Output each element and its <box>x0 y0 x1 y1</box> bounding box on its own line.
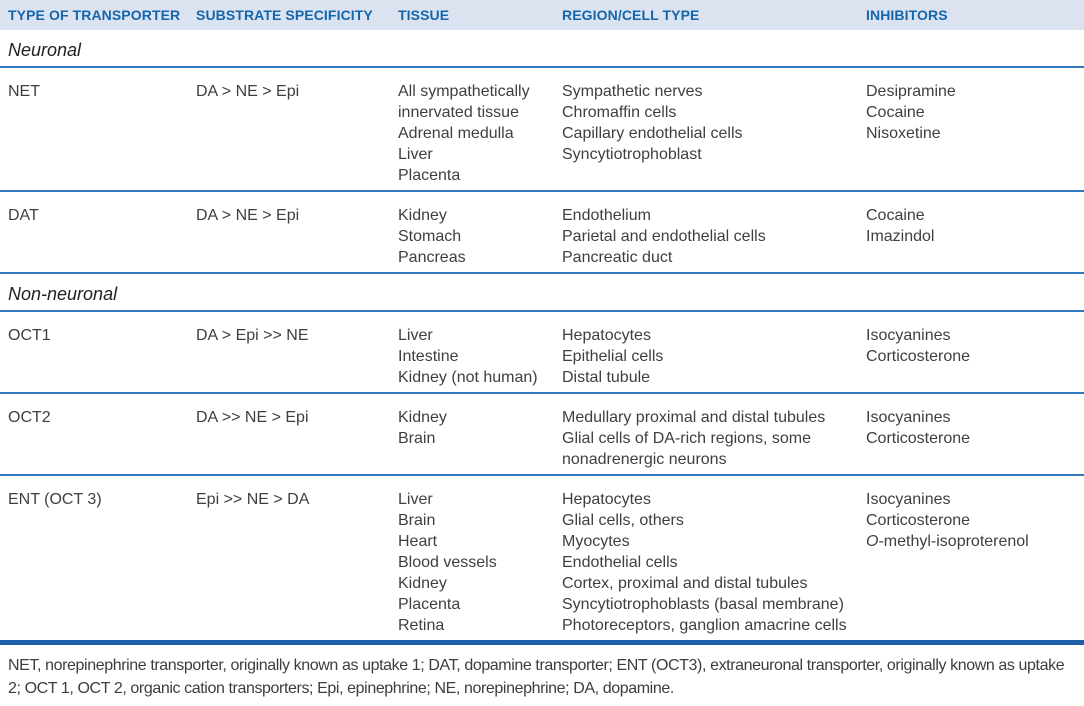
cell-region <box>562 81 866 186</box>
tissue-line: Kidney <box>398 575 447 592</box>
region-line: Endothelial cells <box>562 554 678 571</box>
inhibitor-line <box>866 531 1076 552</box>
tissue-line: All sympathetically innervated tissue <box>398 83 530 121</box>
inhibitor-rest: -methyl-isoproterenol <box>878 533 1029 550</box>
cell-tissue <box>398 81 562 186</box>
region-line: Epithelial cells <box>562 348 664 365</box>
tissue-line: Heart <box>398 533 438 550</box>
cell-substrate: Epi >> NE > DA <box>196 491 310 508</box>
region-line: Medullary proximal and distal tubules <box>562 409 826 426</box>
cell-inhibitors <box>866 205 1076 268</box>
cell-region <box>562 325 866 388</box>
section-label: Non-neuronal <box>8 284 118 304</box>
cell-tissue <box>398 407 562 470</box>
table-bottom-rule <box>0 640 1084 645</box>
cell-region <box>562 205 866 268</box>
cell-transporter-name: OCT2 <box>8 409 51 426</box>
tissue-line: Retina <box>398 617 445 634</box>
cell-tissue <box>398 325 562 388</box>
table-row-oct2 <box>0 394 1084 476</box>
cell-transporter-name: DAT <box>8 207 39 224</box>
inhibitor-italic-prefix: O <box>866 533 879 550</box>
region-line: Syncytiotrophoblast <box>562 146 702 163</box>
region-line: Photoreceptors, ganglion amacrine cells <box>562 617 847 634</box>
inhibitor-line: Isocyanines <box>866 491 951 508</box>
cell-transporter-name: ENT (OCT 3) <box>8 491 102 508</box>
region-line: Hepatocytes <box>562 327 651 344</box>
cell-transporter-name: OCT1 <box>8 327 51 344</box>
region-line: Chromaffin cells <box>562 104 677 121</box>
col-header-tissue: TISSUE <box>398 7 450 23</box>
cell-substrate: DA > NE > Epi <box>196 207 300 224</box>
region-line: Hepatocytes <box>562 491 651 508</box>
col-header-substrate-specificity: SUBSTRATE SPECIFICITY <box>196 7 373 23</box>
cell-substrate: DA > Epi >> NE <box>196 327 309 344</box>
inhibitor-line: Cocaine <box>866 207 925 224</box>
region-line: Endothelium <box>562 207 651 224</box>
tissue-line: Placenta <box>398 596 461 613</box>
tissue-line: Liver <box>398 491 433 508</box>
tissue-line: Brain <box>398 512 436 529</box>
region-line: Distal tubule <box>562 369 651 386</box>
region-line: Pancreatic duct <box>562 249 673 266</box>
tissue-line: Pancreas <box>398 249 466 266</box>
tissue-line: Blood vessels <box>398 554 497 571</box>
cell-region <box>562 489 866 636</box>
col-header-region-cell-type: REGION/CELL TYPE <box>562 7 700 23</box>
tissue-line: Kidney <box>398 409 447 426</box>
region-line: Glial cells, others <box>562 512 684 529</box>
region-line: Sympathetic nerves <box>562 83 703 100</box>
region-line: Myocytes <box>562 533 630 550</box>
cell-inhibitors <box>866 81 1076 186</box>
cell-region <box>562 407 866 470</box>
tissue-line: Liver <box>398 327 433 344</box>
tissue-line: Kidney (not human) <box>398 369 538 386</box>
inhibitor-line: Nisoxetine <box>866 125 941 142</box>
cell-inhibitors <box>866 407 1076 470</box>
inhibitor-line: Corticosterone <box>866 430 971 447</box>
inhibitor-line: Imazindol <box>866 228 935 245</box>
cell-inhibitors <box>866 489 1076 636</box>
tissue-line: Adrenal medulla <box>398 125 514 142</box>
cell-substrate: DA >> NE > Epi <box>196 409 309 426</box>
cell-tissue <box>398 489 562 636</box>
table-row-ent-oct3 <box>0 476 1084 640</box>
cell-substrate: DA > NE > Epi <box>196 83 300 100</box>
inhibitor-line: Cocaine <box>866 104 925 121</box>
inhibitor-line: Corticosterone <box>866 512 971 529</box>
col-header-inhibitors: INHIBITORS <box>866 7 948 23</box>
inhibitor-line: Desipramine <box>866 83 956 100</box>
tissue-line: Intestine <box>398 348 459 365</box>
table-header-row <box>0 0 1084 30</box>
tissue-line: Placenta <box>398 167 461 184</box>
table-row-dat <box>0 192 1084 274</box>
inhibitor-line: Isocyanines <box>866 327 951 344</box>
cell-tissue <box>398 205 562 268</box>
cell-transporter-name: NET <box>8 83 40 100</box>
table-row-net <box>0 68 1084 192</box>
section-row-neuronal <box>0 30 1084 68</box>
section-label: Neuronal <box>8 40 82 60</box>
tissue-line: Stomach <box>398 228 462 245</box>
tissue-line: Kidney <box>398 207 447 224</box>
col-header-type-of-transporter: TYPE OF TRANSPORTER <box>8 7 181 23</box>
region-line: Syncytiotrophoblasts (basal membrane) <box>562 596 844 613</box>
section-row-non-neuronal <box>0 274 1084 312</box>
region-line: Glial cells of DA-rich regions, some nonadrenergic neurons <box>562 430 811 468</box>
inhibitor-line: Isocyanines <box>866 409 951 426</box>
tissue-line: Brain <box>398 430 436 447</box>
inhibitor-line: Corticosterone <box>866 348 971 365</box>
tissue-line: Liver <box>398 146 433 163</box>
region-line: Parietal and endothelial cells <box>562 228 766 245</box>
cell-inhibitors <box>866 325 1076 388</box>
table-row-oct1 <box>0 312 1084 394</box>
region-line: Capillary endothelial cells <box>562 125 743 142</box>
region-line: Cortex, proximal and distal tubules <box>562 575 808 592</box>
table-footnote: NET, norepinephrine transporter, originally known as uptake 1; DAT, dopamine transporter; ENT (OCT3), extraneuronal transporter, originally known as uptake 2; OCT 1, OCT 2, organic cation transporters; Epi, epinephrine; NE, norepinephrine; DA, dopamine. <box>8 657 1065 697</box>
